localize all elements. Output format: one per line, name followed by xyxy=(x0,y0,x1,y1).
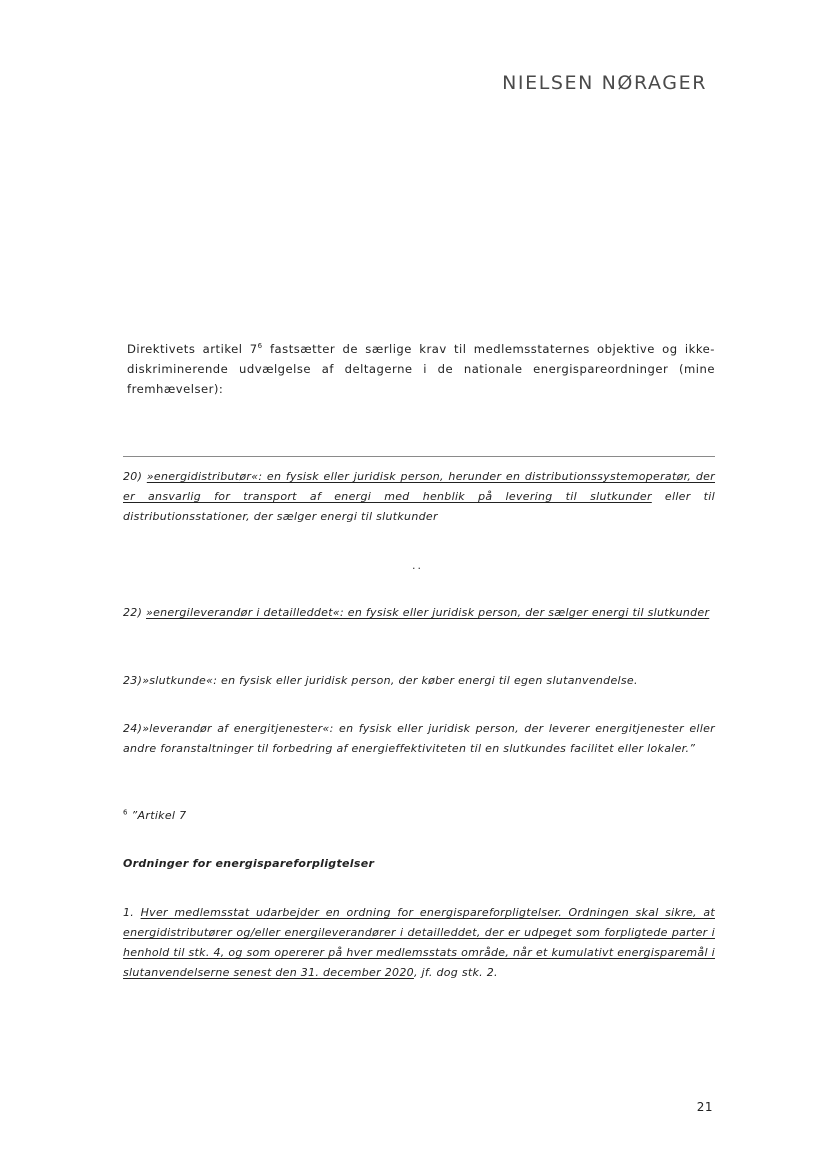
footnote-6-line xyxy=(123,806,715,826)
definition-item-22 xyxy=(123,603,715,623)
item-number: 22) xyxy=(123,606,146,619)
footnote-reference[interactable]: 6 xyxy=(257,342,263,351)
paragraph-text: , jf. dog stk. 2. xyxy=(413,966,498,979)
footnote-divider xyxy=(123,456,715,457)
ellipsis: .. xyxy=(412,559,423,572)
definition-item-20 xyxy=(123,467,715,527)
page-number: 21 xyxy=(696,1100,713,1114)
definition-item-24: 24)»leverandør af energitjenester«: en fysisk eller juridisk person, der leverer energitjenester eller andre foranstaltninger til forbedring af energieffektiviteten til en slutkundes facilitet eller lokaler.” xyxy=(123,722,715,755)
emphasized-text: »energidistributør«: en fysisk eller juridisk person, herunder en distributionssystemoperatør, der er ansvarlig for transport af energi med henblik på levering til slutkunder xyxy=(123,470,715,503)
item-number: 20) xyxy=(123,470,147,483)
definition-item-23: 23)»slutkunde«: en fysisk eller juridisk person, der køber energi til egen slutanvendelse. xyxy=(123,674,638,687)
footnote-text: ”Artikel 7 xyxy=(127,809,187,822)
heading-text: Ordninger for energispareforpligtelser xyxy=(123,857,375,870)
company-logo: NIELSEN NØRAGER xyxy=(502,72,707,94)
paragraph-number: 1. xyxy=(123,906,141,919)
intro-paragraph xyxy=(127,339,715,399)
intro-text-start: Direktivets artikel 7 xyxy=(127,342,258,356)
emphasized-text: »energileverandør i detailleddet«: en fysisk eller juridisk person, der sælger energi til slutkunder xyxy=(146,606,710,619)
footnote-marker: 6 xyxy=(123,808,128,817)
article-heading xyxy=(123,854,715,874)
emphasized-text: Hver medlemsstat udarbejder en ordning for energispareforpligtelser. Ordningen skal sikre, at energidistributører og/eller energileverandører i detailleddet, der er udpeget som forpligtede parter i henhold til stk. 4, og som opererer på hver medlemsstats område, når et kumulativt energisparemål i slutanvendelserne senest den 31. december 2020 xyxy=(123,906,715,979)
intro-text-end: fastsætter de særlige krav til medlemsstaternes objektive og ikke-diskriminerende udvælgelse af deltagerne i de nationale energispareordninger (mine fremhævelser): xyxy=(127,342,715,396)
item-text: eller til distributionsstationer, der sælger energi til slutkunder xyxy=(123,490,716,523)
article-paragraph-1 xyxy=(123,903,715,983)
